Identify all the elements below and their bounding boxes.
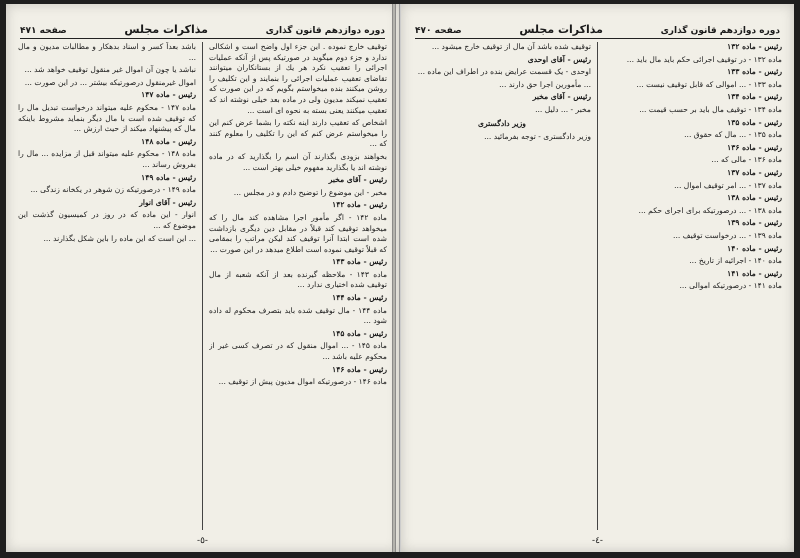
paragraph: ماده ۱۳۹ - ... درخواست توقیف ...: [673, 230, 782, 240]
speaker-heading: رئیس - ماده ۱۴۸: [141, 136, 196, 146]
left-header-center: مذاكرات مجلس: [124, 23, 208, 36]
right-header-center: مذاكرات مجلس: [519, 23, 603, 36]
paragraph: ماده ۱۳۷ - ... امر توقیف اموال ...: [674, 180, 782, 190]
speaker-heading: رئیس - ماده ۱۳۳: [727, 67, 782, 77]
right-header-right: دوره دوازدهم قانون گذاری: [660, 26, 780, 36]
paragraph: ماده ۱۴۹ - درصورتیکه زن شوهر در یکخانه زندگی ...: [30, 185, 196, 195]
paragraph: اشخاص که تعقیب دارند اینه نکته را بشما عرض کنم این را میخواستم عرض کنم که این را تکلیف را معلوم کنند که ...: [209, 118, 387, 149]
left-page-folio: -٥-: [197, 536, 208, 546]
book-gutter: [392, 4, 396, 552]
paragraph: توقیف خارج نموده . این جزء اول واضح است و اشکالی ندارد و جزء دوم میگوید در صورتیکه پس از آنکه عملیات اجرائی را تعقیب نکرد هر یك از بستانکاران میتوانند تقاضای تعقیب عملیات اجرائی را بنمایند و این تکلیف را روشن میکنند بنده میخواستم بگویم که در این صورت که تعقیب نمیکند مدیون ولی در ماده بعد خیلی نوشته اند که تعقیب میکنند یعنی بسته به نحوه ای است ...: [209, 42, 387, 115]
column-divider: [597, 42, 598, 530]
paragraph: ماده ۱۴۲ - اگر مأمور اجرا مشاهده کند مال را که میخواهد توقیف کند قبلاً در مقابل دین دیگری بازداشت شده است ابتدا آنرا توقیف کند لیکن مراتب را بمقامی که قبلاً توقیف نموده است اطلاع میدهد در این صورت ...: [209, 212, 387, 254]
paragraph: وزیر دادگستری - توجه بفرمائید ...: [484, 132, 591, 142]
left-page-header: [20, 14, 385, 39]
right-page-header: [415, 14, 780, 39]
paragraph: مخبر - این موضوع را توضیح دادم و در مجلس ...: [233, 187, 387, 197]
paragraph: ماده ۱۴۱ - درصورتیکه اموالی ...: [679, 281, 782, 291]
paragraph: اموال غیرمنقول درصورتیکه بیشتر ... در این صورت ...: [24, 77, 196, 87]
paragraph: بخواهند بزودی بگذارند آن اسم را بگذارید که در ماده نوشته اند یا بگذارید مفهوم خیلی بهتر است ...: [209, 151, 387, 172]
right-header-left: صفحه ۴۷۰: [415, 26, 462, 36]
paragraph: ماده ۱۳۸ - ... درصورتیکه برای اجرای حکم ...: [638, 205, 782, 215]
speaker-heading: رئیس - ماده ۱۳۵: [727, 117, 782, 127]
speaker-heading: رئیس - آقای انوار: [139, 197, 196, 207]
paragraph: ماده ۱۳۳ - ... اموالی که قابل توقیف نیست ...: [636, 79, 782, 89]
speaker-heading: رئیس - آقای مخبر: [328, 175, 387, 185]
speaker-heading: رئیس - ماده ۱۳۸: [727, 193, 782, 203]
speaker-heading: رئیس - ماده ۱۴۱: [727, 268, 782, 278]
left-header-left: صفحه ۴۷۱: [20, 26, 67, 36]
paragraph: ماده ۱۴۰ - اجرائیه از تاریخ ...: [689, 256, 782, 266]
speaker-heading: رئیس - ماده ۱۳۲: [727, 42, 782, 51]
speaker-heading: رئیس - ماده ۱۴۰: [727, 243, 782, 253]
paragraph: نباشد یا چون آن اموال غیر منقول توقیف خواهد شد ...: [24, 65, 196, 75]
speaker-heading: وزیر دادگستری: [478, 118, 526, 128]
paragraph: ماده ۱۴۷ - محکوم علیه میتواند درخواست تبدیل مال را که توقیف شده است با مال دیگر بنماید مشروط باینکه مال که پیشنهاد میکند از حیث ارزش ...: [18, 102, 196, 134]
paragraph: ماده ۱۴۴ - مال توقیف شده باید بتصرف محکوم له داده شود ...: [209, 305, 387, 326]
left-page: [6, 4, 400, 552]
paragraph: ... این است که این ماده را باین شکل بگذارند ...: [43, 233, 196, 243]
paragraph: ماده ۱۳۴ - توقیف مال باید بر حسب قیمت ...: [639, 104, 782, 114]
left-header-right: دوره دوازدهم قانون گذاری: [265, 26, 385, 36]
left-page-col-left: [18, 42, 196, 530]
speaker-heading: رئیس - ماده ۱۳۷: [727, 167, 782, 177]
speaker-heading: رئیس - ماده ۱۴۷: [141, 90, 196, 100]
column-divider: [202, 42, 203, 530]
paragraph: ماده ۱۳۲ - در توقیف اجرائی حکم باید مال باید ...: [626, 54, 782, 64]
paragraph: اوحدی - یک قسمت عرایض بنده در اطراف این ماده ...: [417, 67, 591, 77]
paragraph: ماده ۱۴۶ - درصورتیکه اموال مدیون پیش از توقیف ...: [218, 377, 387, 387]
right-page-col-left: [413, 42, 591, 530]
paragraph: ماده ۱۴۸ - محکوم علیه میتواند قبل از مزایده ... مال را بفروش رساند ...: [18, 149, 196, 169]
right-page: [400, 4, 794, 552]
speaker-heading: رئیس - ماده ۱۳۴: [727, 92, 782, 102]
speaker-heading: رئیس - ماده ۱۴۳: [332, 257, 387, 267]
paragraph: ... مأمورین اجرا حق دارند ...: [499, 79, 591, 89]
paragraph: باشد بعداً کسر و اسناد بدهکار و مطالبات مدیون و مال ...: [18, 42, 196, 62]
speaker-heading: رئیس - ماده ۱۳۹: [727, 218, 782, 228]
paragraph: ماده ۱۴۳ - ملاحظه گیرنده بعد از آنکه شعبه از مال توقیف شده اختیاری ندارد ...: [209, 269, 387, 290]
paragraph: ماده ۱۴۵ - ... اموال منقول که در تصرف کسی غیر از محکوم علیه باشد ...: [209, 341, 387, 362]
speaker-heading: رئیس - ماده ۱۳۶: [727, 142, 782, 152]
speaker-heading: رئیس - ماده ۱۴۵: [332, 328, 387, 338]
speaker-heading: رئیس - آقای اوحدی: [527, 54, 591, 64]
speaker-heading: رئیس - ماده ۱۴۹: [141, 172, 196, 182]
speaker-heading: رئیس - ماده ۱۴۴: [332, 293, 387, 303]
paragraph: مخبر - ... دلیل ...: [535, 104, 591, 114]
right-page-col-right: [604, 42, 782, 530]
book-spread: [6, 4, 794, 552]
left-page-col-right: [209, 42, 387, 530]
paragraph: توقیف شده باشد آن مال از توقیف خارج میشود ...: [431, 42, 591, 51]
right-page-folio: -٤-: [592, 536, 603, 546]
paragraph: ماده ۱۳۵ - ... مال که حقوق ...: [684, 130, 782, 140]
paragraph: انوار - این ماده که در روز در کمیسیون گذشت این موضوع که ...: [18, 210, 196, 230]
speaker-heading: رئیس - ماده ۱۴۲: [332, 200, 387, 210]
speaker-heading: رئیس - ماده ۱۴۶: [332, 364, 387, 374]
speaker-heading: رئیس - آقای مخبر: [532, 92, 591, 102]
paragraph: ماده ۱۳۶ - مالی که ...: [711, 155, 782, 165]
